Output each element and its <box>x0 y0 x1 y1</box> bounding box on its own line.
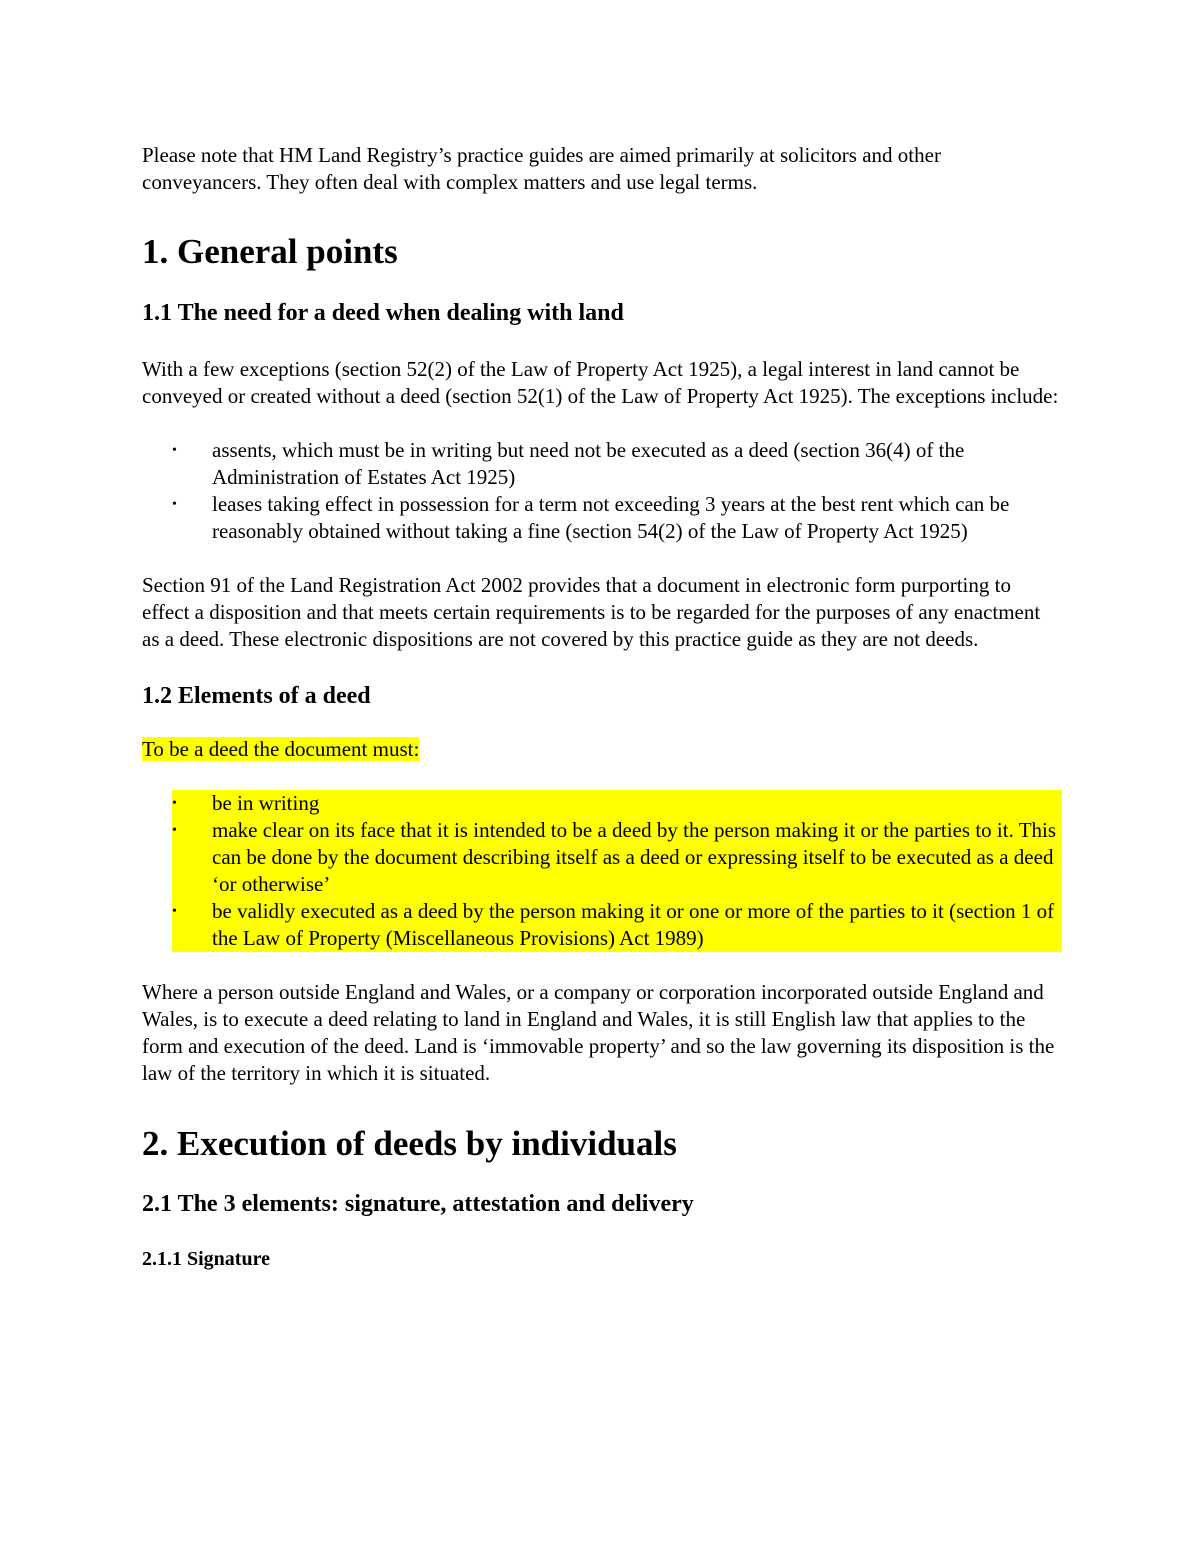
list-item-text: assents, which must be in writing but need not be executed as a deed (section 36(4) of the Administration of Estates Act 1925) <box>212 438 965 489</box>
section-2-heading: 2. Execution of deeds by individuals <box>142 1124 677 1163</box>
bullet-icon: • <box>172 796 177 811</box>
section-1-1-heading: 1.1 The need for a deed when dealing with land <box>142 300 624 326</box>
list-item-text: leases taking effect in possession for a term not exceeding 3 years at the best rent which can be reasonably obtained without taking a fine (section 54(2) of the Law of Property Act 1925) <box>212 492 1010 543</box>
document-page <box>142 141 1062 1272</box>
exceptions-list <box>142 437 1062 545</box>
bullet-icon: • <box>172 904 177 919</box>
foreign-execution-paragraph: Where a person outside England and Wales, or a company or corporation incorporated outside England and Wales, is to execute a deed relating to land in England and Wales, it is still English law that applies to the form and execution of the deed. Land is ‘immovable property’ and so the law governing its disposition is the law of the territory in which it is situated. <box>142 980 1055 1085</box>
deed-requirements-list <box>142 790 1062 952</box>
highlighted-text: To be a deed the document must: <box>142 737 420 761</box>
list-item <box>142 491 1062 545</box>
section-1-heading: 1. General points <box>142 232 398 271</box>
list-item-text: make clear on its face that it is intended to be a deed by the person making it or the parties to it. This can be done by the document describing itself as a deed or expressing itself to be executed as a deed ‘or otherwise’ <box>212 818 1057 896</box>
list-item <box>172 790 1062 817</box>
list-item-text: be validly executed as a deed by the person making it or one or more of the parties to it (section 1 of the Law of Property (Miscellaneous Provisions) Act 1989) <box>212 899 1055 950</box>
bullet-icon: • <box>172 443 177 458</box>
section-91-paragraph: Section 91 of the Land Registration Act 2002 provides that a document in electronic form purporting to effect a disposition and that meets certain requirements is to be regarded for the purposes of any enactment as a deed. These electronic dispositions are not covered by this practice guide as they are not deeds. <box>142 573 1041 651</box>
section-2-1-1-heading: 2.1.1 Signature <box>142 1248 270 1270</box>
list-item <box>142 437 1062 491</box>
bullet-icon: • <box>172 823 177 838</box>
intro-paragraph: Please note that HM Land Registry’s practice guides are aimed primarily at solicitors and other conveyancers. They often deal with complex matters and use legal terms. <box>142 143 941 194</box>
list-item-text: be in writing <box>212 791 320 815</box>
deed-requirements-lead <box>142 736 1062 763</box>
section-2-1-heading: 2.1 The 3 elements: signature, attestation and delivery <box>142 1191 694 1217</box>
section-1-2-heading: 1.2 Elements of a deed <box>142 683 371 709</box>
list-item <box>172 817 1062 898</box>
bullet-icon: • <box>172 497 177 512</box>
list-item <box>172 898 1062 952</box>
exceptions-paragraph: With a few exceptions (section 52(2) of the Law of Property Act 1925), a legal interest in land cannot be conveyed or created without a deed (section 52(1) of the Law of Property Act 1925). The exceptions include: <box>142 357 1059 408</box>
